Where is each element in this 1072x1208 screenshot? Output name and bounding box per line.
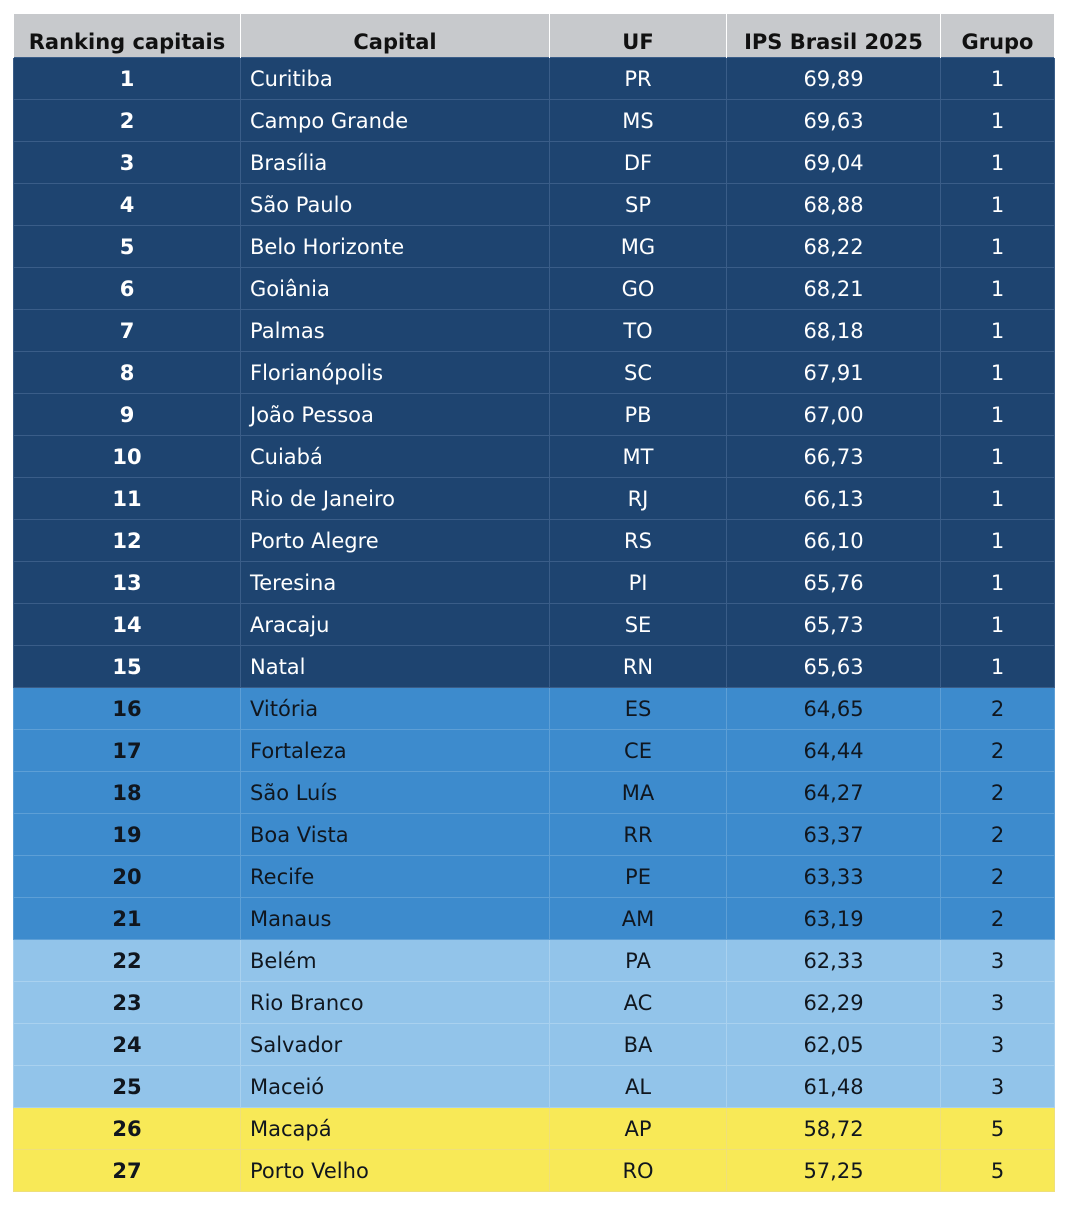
cell-ranking: 22 (14, 940, 241, 982)
table-row (14, 58, 1055, 100)
cell-capital: Natal (241, 646, 550, 688)
cell-grupo: 1 (941, 520, 1055, 562)
cell-capital: Teresina (241, 562, 550, 604)
cell-capital: Maceió (241, 1066, 550, 1108)
cell-capital: Rio Branco (241, 982, 550, 1024)
table-row (14, 604, 1055, 646)
cell-ranking: 6 (14, 268, 241, 310)
header-ranking: Ranking capitais (14, 14, 241, 58)
cell-uf: BA (550, 1024, 727, 1066)
cell-grupo: 1 (941, 58, 1055, 100)
cell-grupo: 2 (941, 814, 1055, 856)
cell-ranking: 11 (14, 478, 241, 520)
cell-ranking: 2 (14, 100, 241, 142)
ranking-table-container (13, 14, 1054, 1192)
cell-ips: 65,63 (727, 646, 941, 688)
table-row (14, 898, 1055, 940)
table-row (14, 352, 1055, 394)
cell-ranking: 8 (14, 352, 241, 394)
cell-ips: 69,89 (727, 58, 941, 100)
cell-grupo: 2 (941, 898, 1055, 940)
table-row (14, 436, 1055, 478)
cell-ips: 65,76 (727, 562, 941, 604)
cell-grupo: 1 (941, 310, 1055, 352)
cell-capital: Rio de Janeiro (241, 478, 550, 520)
cell-ips: 66,13 (727, 478, 941, 520)
cell-ips: 68,88 (727, 184, 941, 226)
cell-grupo: 2 (941, 856, 1055, 898)
cell-uf: AP (550, 1108, 727, 1150)
cell-uf: SC (550, 352, 727, 394)
cell-capital: Cuiabá (241, 436, 550, 478)
cell-ips: 57,25 (727, 1150, 941, 1192)
cell-capital: Palmas (241, 310, 550, 352)
cell-grupo: 1 (941, 226, 1055, 268)
table-row (14, 394, 1055, 436)
cell-uf: MT (550, 436, 727, 478)
cell-uf: PE (550, 856, 727, 898)
cell-ranking: 18 (14, 772, 241, 814)
table-row (14, 1150, 1055, 1192)
cell-uf: PR (550, 58, 727, 100)
cell-capital: Aracaju (241, 604, 550, 646)
table-row (14, 814, 1055, 856)
cell-grupo: 3 (941, 1024, 1055, 1066)
table-row (14, 646, 1055, 688)
cell-ips: 68,21 (727, 268, 941, 310)
cell-ranking: 1 (14, 58, 241, 100)
table-row (14, 1066, 1055, 1108)
cell-grupo: 2 (941, 730, 1055, 772)
cell-uf: RJ (550, 478, 727, 520)
cell-ranking: 7 (14, 310, 241, 352)
cell-uf: RR (550, 814, 727, 856)
table-row (14, 772, 1055, 814)
cell-ranking: 14 (14, 604, 241, 646)
cell-grupo: 2 (941, 772, 1055, 814)
cell-grupo: 1 (941, 478, 1055, 520)
cell-capital: São Paulo (241, 184, 550, 226)
cell-grupo: 3 (941, 1066, 1055, 1108)
cell-uf: PI (550, 562, 727, 604)
cell-uf: AL (550, 1066, 727, 1108)
cell-grupo: 1 (941, 142, 1055, 184)
cell-ranking: 13 (14, 562, 241, 604)
cell-capital: Curitiba (241, 58, 550, 100)
cell-ips: 68,18 (727, 310, 941, 352)
cell-uf: PA (550, 940, 727, 982)
cell-ips: 65,73 (727, 604, 941, 646)
table-row (14, 940, 1055, 982)
cell-uf: SP (550, 184, 727, 226)
cell-capital: Manaus (241, 898, 550, 940)
cell-capital: Brasília (241, 142, 550, 184)
header-capital: Capital (241, 14, 550, 58)
cell-ips: 66,10 (727, 520, 941, 562)
cell-uf: AC (550, 982, 727, 1024)
cell-grupo: 5 (941, 1150, 1055, 1192)
cell-ips: 62,29 (727, 982, 941, 1024)
cell-uf: RS (550, 520, 727, 562)
cell-grupo: 1 (941, 184, 1055, 226)
cell-uf: ES (550, 688, 727, 730)
cell-ips: 68,22 (727, 226, 941, 268)
cell-ips: 66,73 (727, 436, 941, 478)
table-row (14, 184, 1055, 226)
cell-grupo: 1 (941, 394, 1055, 436)
table-row (14, 478, 1055, 520)
cell-capital: Vitória (241, 688, 550, 730)
cell-grupo: 1 (941, 268, 1055, 310)
cell-ips: 58,72 (727, 1108, 941, 1150)
cell-ranking: 5 (14, 226, 241, 268)
cell-ips: 67,91 (727, 352, 941, 394)
cell-grupo: 5 (941, 1108, 1055, 1150)
cell-ranking: 3 (14, 142, 241, 184)
cell-ranking: 24 (14, 1024, 241, 1066)
cell-ips: 62,05 (727, 1024, 941, 1066)
cell-capital: Boa Vista (241, 814, 550, 856)
cell-capital: Recife (241, 856, 550, 898)
cell-ranking: 25 (14, 1066, 241, 1108)
cell-grupo: 1 (941, 100, 1055, 142)
table-row (14, 142, 1055, 184)
ranking-table (13, 14, 1055, 1192)
cell-ranking: 15 (14, 646, 241, 688)
table-header (14, 14, 1055, 58)
cell-ips: 62,33 (727, 940, 941, 982)
cell-ips: 69,04 (727, 142, 941, 184)
table-row (14, 310, 1055, 352)
table-row (14, 982, 1055, 1024)
cell-ips: 61,48 (727, 1066, 941, 1108)
cell-ranking: 12 (14, 520, 241, 562)
header-uf: UF (550, 14, 727, 58)
cell-ranking: 26 (14, 1108, 241, 1150)
cell-ranking: 9 (14, 394, 241, 436)
table-row (14, 562, 1055, 604)
cell-ips: 63,37 (727, 814, 941, 856)
cell-uf: DF (550, 142, 727, 184)
cell-capital: Salvador (241, 1024, 550, 1066)
header-ips: IPS Brasil 2025 (727, 14, 941, 58)
cell-grupo: 1 (941, 604, 1055, 646)
table-row (14, 688, 1055, 730)
table-row (14, 856, 1055, 898)
cell-uf: MG (550, 226, 727, 268)
cell-capital: Belém (241, 940, 550, 982)
cell-ranking: 19 (14, 814, 241, 856)
cell-ranking: 23 (14, 982, 241, 1024)
table-row (14, 520, 1055, 562)
cell-grupo: 3 (941, 982, 1055, 1024)
table-row (14, 1024, 1055, 1066)
cell-grupo: 2 (941, 688, 1055, 730)
cell-capital: São Luís (241, 772, 550, 814)
cell-ips: 69,63 (727, 100, 941, 142)
cell-ranking: 4 (14, 184, 241, 226)
cell-uf: PB (550, 394, 727, 436)
cell-capital: Fortaleza (241, 730, 550, 772)
cell-capital: Porto Alegre (241, 520, 550, 562)
cell-uf: MA (550, 772, 727, 814)
cell-ranking: 16 (14, 688, 241, 730)
cell-grupo: 1 (941, 436, 1055, 478)
cell-uf: RO (550, 1150, 727, 1192)
cell-capital: Campo Grande (241, 100, 550, 142)
cell-uf: RN (550, 646, 727, 688)
cell-uf: SE (550, 604, 727, 646)
cell-capital: Porto Velho (241, 1150, 550, 1192)
table-row (14, 100, 1055, 142)
table-row (14, 226, 1055, 268)
cell-ips: 64,65 (727, 688, 941, 730)
cell-ranking: 27 (14, 1150, 241, 1192)
cell-ips: 64,44 (727, 730, 941, 772)
cell-ranking: 20 (14, 856, 241, 898)
cell-capital: Belo Horizonte (241, 226, 550, 268)
table-row (14, 1108, 1055, 1150)
cell-ips: 63,33 (727, 856, 941, 898)
header-grupo: Grupo (941, 14, 1055, 58)
cell-uf: CE (550, 730, 727, 772)
header-row (14, 14, 1055, 58)
cell-capital: Florianópolis (241, 352, 550, 394)
cell-ranking: 17 (14, 730, 241, 772)
cell-uf: TO (550, 310, 727, 352)
cell-ips: 64,27 (727, 772, 941, 814)
cell-capital: João Pessoa (241, 394, 550, 436)
cell-grupo: 1 (941, 562, 1055, 604)
cell-ranking: 10 (14, 436, 241, 478)
table-row (14, 730, 1055, 772)
cell-uf: GO (550, 268, 727, 310)
cell-capital: Macapá (241, 1108, 550, 1150)
cell-uf: AM (550, 898, 727, 940)
cell-ips: 67,00 (727, 394, 941, 436)
cell-ranking: 21 (14, 898, 241, 940)
cell-capital: Goiânia (241, 268, 550, 310)
table-body (14, 58, 1055, 1192)
table-row (14, 268, 1055, 310)
cell-grupo: 1 (941, 646, 1055, 688)
cell-uf: MS (550, 100, 727, 142)
cell-grupo: 1 (941, 352, 1055, 394)
cell-ips: 63,19 (727, 898, 941, 940)
cell-grupo: 3 (941, 940, 1055, 982)
